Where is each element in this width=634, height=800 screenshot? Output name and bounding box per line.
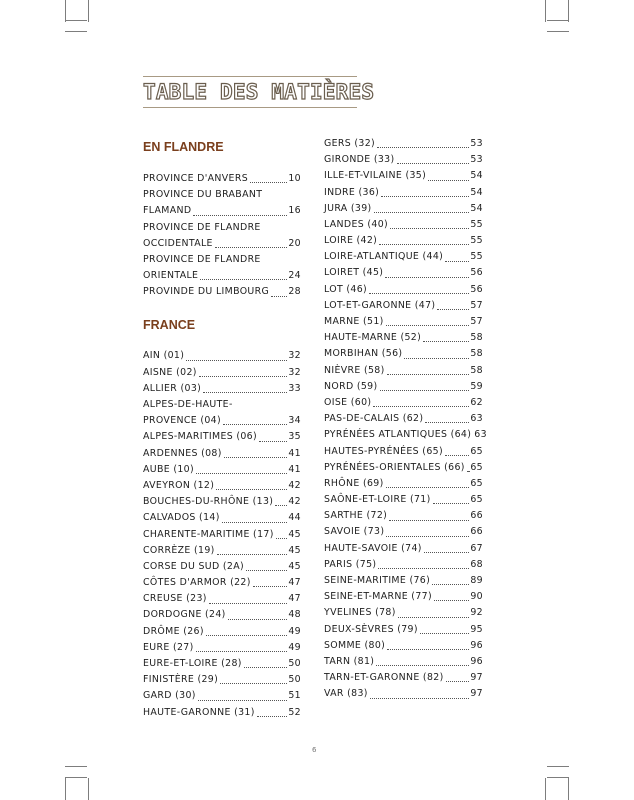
toc-entry[interactable]	[143, 656, 301, 672]
toc-entry-page: 58	[470, 332, 483, 344]
toc-entry-page: 89	[470, 575, 483, 587]
toc-entry-page: 48	[288, 609, 301, 621]
toc-entry[interactable]	[143, 688, 301, 704]
toc-leader-dots	[186, 360, 287, 361]
toc-entry-name: PAS-DE-CALAIS (62)	[324, 413, 424, 425]
toc-entry-name: GIRONDE (33)	[324, 154, 395, 166]
toc-entry-page: 57	[470, 316, 483, 328]
toc-entry-page: 54	[470, 202, 483, 214]
toc-entry-name: SOMME (80)	[324, 639, 386, 651]
toc-leader-dots	[446, 681, 470, 682]
toc-column-right	[324, 136, 487, 703]
toc-entry[interactable]	[324, 573, 483, 589]
toc-entry-name: FINISTÈRE (29)	[143, 674, 219, 686]
toc-entry-page: 52	[288, 706, 301, 718]
toc-leader-dots	[386, 487, 470, 488]
toc-entry-name: PROVINCE DE FLANDRE	[143, 253, 261, 265]
toc-entry[interactable]	[324, 282, 483, 298]
toc-entry-page: 24	[288, 270, 301, 282]
toc-entry-page: 95	[470, 623, 483, 635]
toc-entry[interactable]	[324, 654, 483, 670]
toc-leader-dots	[253, 586, 288, 587]
toc-leader-dots	[398, 617, 470, 618]
toc-entry[interactable]	[324, 330, 483, 346]
toc-entry-page: 55	[470, 251, 483, 263]
toc-entry-name: SARTHE (72)	[324, 510, 388, 522]
toc-entry-name: SAÔNE-ET-LOIRE (71)	[324, 494, 431, 506]
toc-leader-dots	[373, 406, 469, 407]
crop-mark	[568, 778, 569, 800]
toc-entry-page: 54	[470, 186, 483, 198]
toc-entry[interactable]	[143, 268, 301, 284]
toc-entry[interactable]	[143, 220, 301, 236]
toc-entry-name: ALPES-MARITIMES (06)	[143, 431, 258, 443]
toc-entry[interactable]	[324, 557, 483, 573]
toc-entry-name: CALVADOS (14)	[143, 512, 220, 524]
toc-entry[interactable]	[143, 510, 301, 526]
toc-entry-name: SEINE-ET-MARNE (77)	[324, 591, 432, 603]
toc-entry-name: CORSE DU SUD (2A)	[143, 560, 245, 572]
toc-entry[interactable]	[324, 363, 483, 379]
toc-leader-dots	[223, 424, 287, 425]
toc-entry-page: 51	[288, 690, 301, 702]
toc-entry-page: 66	[470, 526, 483, 538]
toc-leader-dots	[271, 296, 287, 297]
toc-entry[interactable]	[143, 397, 301, 413]
toc-leader-dots	[259, 441, 287, 442]
toc-leader-dots	[467, 471, 470, 472]
toc-entry[interactable]	[324, 379, 483, 395]
toc-entry-name: LOIRE (42)	[324, 235, 378, 247]
toc-entry-name: LOT (46)	[324, 283, 368, 295]
toc-entry-name: PROVENCE (04)	[143, 415, 221, 427]
toc-leader-dots	[437, 309, 469, 310]
toc-entry-name: CÔTES D'ARMOR (22)	[143, 577, 251, 589]
toc-leader-dots	[206, 635, 288, 636]
toc-entry[interactable]	[324, 233, 483, 249]
toc-entry-name: PROVINCE D'ANVERS	[143, 172, 248, 184]
toc-entry[interactable]	[324, 168, 483, 184]
toc-leader-dots	[215, 247, 288, 248]
toc-entry-name: MARNE (51)	[324, 316, 384, 328]
toc-leader-dots	[220, 683, 287, 684]
crop-mark	[65, 766, 87, 767]
toc-entry-name: ALLIER (03)	[143, 382, 202, 394]
toc-leader-dots	[434, 600, 469, 601]
toc-entry-name: LOT-ET-GARONNE (47)	[324, 299, 436, 311]
toc-entry-name: MORBIHAN (56)	[324, 348, 403, 360]
toc-leader-dots	[387, 649, 469, 650]
toc-leader-dots	[378, 568, 469, 569]
toc-entry-name: OCCIDENTALE	[143, 237, 213, 249]
crop-mark	[547, 20, 569, 21]
crop-mark	[545, 0, 546, 22]
toc-entry-page: 65	[470, 461, 483, 473]
page-title: TABLE DES MATIÈRES	[143, 80, 375, 104]
toc-entry-page: 33	[288, 382, 301, 394]
toc-leader-dots	[216, 489, 287, 490]
toc-entry-page: 57	[470, 299, 483, 311]
toc-entry-name: GARD (30)	[143, 690, 196, 702]
toc-entry[interactable]	[324, 638, 483, 654]
toc-entry-page: 32	[288, 350, 301, 362]
toc-entry-name: PARIS (75)	[324, 558, 377, 570]
toc-entry[interactable]	[143, 446, 301, 462]
toc-entry-name: AUBE (10)	[143, 463, 195, 475]
toc-leader-dots	[387, 374, 470, 375]
section-heading-flandre: EN FLANDRE	[143, 140, 224, 154]
toc-entry[interactable]	[143, 381, 301, 397]
toc-entry[interactable]	[324, 525, 483, 541]
toc-leader-dots	[200, 279, 287, 280]
toc-entry-name: ORIENTALE	[143, 270, 199, 282]
toc-entry-name: PYRÉNÉES ATLANTIQUES (64)	[324, 429, 472, 441]
toc-leader-dots	[381, 196, 469, 197]
toc-entry-name: OISE (60)	[324, 396, 372, 408]
toc-entry-page: 50	[288, 658, 301, 670]
toc-entry[interactable]	[143, 413, 301, 429]
toc-entry-page: 42	[288, 496, 301, 508]
toc-entry-name: CREUSE (23)	[143, 593, 207, 605]
toc-leader-dots	[390, 228, 469, 229]
toc-entry-name: EURE (27)	[143, 641, 194, 653]
toc-leader-dots	[199, 376, 288, 377]
toc-entry[interactable]	[143, 543, 301, 559]
toc-entry-name: VAR (83)	[324, 688, 368, 700]
toc-entry[interactable]	[143, 608, 301, 624]
toc-entry-name: YVELINES (78)	[324, 607, 396, 619]
toc-entry-page: 53	[470, 137, 483, 149]
crop-mark	[65, 0, 66, 22]
title-rule-bottom	[143, 107, 357, 108]
toc-entry-name: SAVOIE (73)	[324, 526, 385, 538]
toc-entry[interactable]	[143, 672, 301, 688]
toc-entry-name: PYRÉNÉES-ORIENTALES (66)	[324, 461, 465, 473]
crop-mark	[547, 777, 569, 778]
toc-leader-dots	[203, 392, 287, 393]
toc-leader-dots	[275, 505, 287, 506]
toc-entry-page: 47	[288, 577, 301, 589]
toc-entry-page: 59	[470, 380, 483, 392]
toc-entry-name: EURE-ET-LOIRE (28)	[143, 658, 242, 670]
toc-leader-dots	[389, 520, 469, 521]
toc-entry-name: LOIRE-ATLANTIQUE (44)	[324, 251, 444, 263]
toc-entry-name: HAUTE-GARONNE (31)	[143, 706, 255, 718]
crop-mark	[88, 778, 89, 800]
toc-leader-dots	[370, 698, 470, 699]
toc-entry[interactable]	[143, 640, 301, 656]
toc-leader-dots	[196, 473, 287, 474]
toc-leader-dots	[397, 163, 470, 164]
toc-entry-page: 96	[470, 655, 483, 667]
toc-entry[interactable]	[143, 187, 301, 203]
toc-entry-name: HAUTE-SAVOIE (74)	[324, 542, 422, 554]
toc-entry[interactable]	[143, 349, 301, 365]
crop-mark	[547, 766, 569, 767]
toc-entry[interactable]	[143, 624, 301, 640]
toc-entry-page: 49	[288, 641, 301, 653]
toc-entry[interactable]	[324, 670, 483, 686]
toc-entry[interactable]	[324, 217, 483, 233]
toc-leader-dots	[428, 180, 469, 181]
toc-entry-page: 67	[470, 542, 483, 554]
toc-entry-page: 49	[288, 625, 301, 637]
toc-entry-name: HAUTE-MARNE (52)	[324, 332, 422, 344]
toc-entry-page: 68	[470, 558, 483, 570]
toc-entry-page: 16	[288, 205, 301, 217]
toc-entry-page: 58	[470, 364, 483, 376]
toc-entry-page: 10	[288, 172, 301, 184]
toc-leader-dots	[380, 390, 470, 391]
toc-entry-page: 41	[288, 463, 301, 475]
toc-entry-page: 20	[288, 237, 301, 249]
toc-entry-name: NIÈVRE (58)	[324, 364, 385, 376]
toc-entry-page: 55	[470, 235, 483, 247]
toc-entry[interactable]	[324, 460, 483, 476]
toc-leader-dots	[433, 503, 470, 504]
toc-leader-dots	[379, 244, 469, 245]
crop-mark	[65, 778, 66, 800]
toc-entry[interactable]	[324, 541, 483, 557]
toc-entry-page: 41	[288, 447, 301, 459]
toc-leader-dots	[276, 538, 288, 539]
toc-entry-name: AIN (01)	[143, 350, 185, 362]
toc-entry-page: 45	[288, 528, 301, 540]
toc-entry[interactable]	[143, 559, 301, 575]
toc-entry-name: AVEYRON (12)	[143, 479, 215, 491]
toc-leader-dots	[386, 536, 469, 537]
toc-entry-page: 55	[470, 218, 483, 230]
toc-list-france-left	[143, 349, 301, 721]
toc-entry[interactable]	[324, 589, 483, 605]
toc-entry-name: NORD (59)	[324, 380, 378, 392]
toc-entry[interactable]	[324, 411, 483, 427]
crop-mark	[545, 778, 546, 800]
toc-leader-dots	[424, 552, 470, 553]
toc-entry-name: ARDENNES (08)	[143, 447, 222, 459]
toc-entry[interactable]	[324, 185, 483, 201]
toc-entry[interactable]	[324, 298, 483, 314]
toc-leader-dots	[196, 651, 288, 652]
toc-entry-name: AISNE (02)	[143, 366, 197, 378]
toc-entry[interactable]	[143, 591, 301, 607]
toc-entry-name: LANDES (40)	[324, 218, 389, 230]
toc-leader-dots	[376, 665, 469, 666]
toc-entry-page: 65	[470, 477, 483, 489]
toc-entry-name: PROVINDE DU LIMBOURG	[143, 286, 270, 298]
toc-leader-dots	[222, 522, 288, 523]
toc-leader-dots	[244, 667, 288, 668]
toc-entry-page: 58	[470, 348, 483, 360]
toc-leader-dots	[423, 341, 469, 342]
toc-entry-name: LOIRET (45)	[324, 267, 384, 279]
toc-entry-page: 45	[288, 544, 301, 556]
toc-entry-name: FLAMAND	[143, 205, 192, 217]
toc-entry-name: PROVINCE DU BRABANT	[143, 189, 263, 201]
toc-entry[interactable]	[324, 346, 483, 362]
toc-entry-page: 63	[474, 429, 487, 441]
toc-entry[interactable]	[143, 236, 301, 252]
toc-entry[interactable]	[324, 492, 483, 508]
toc-entry-page: 47	[288, 593, 301, 605]
toc-entry[interactable]	[324, 476, 483, 492]
toc-entry-name: INDRE (36)	[324, 186, 380, 198]
toc-entry[interactable]	[324, 314, 483, 330]
toc-leader-dots	[445, 261, 469, 262]
toc-entry-page: 97	[470, 672, 483, 684]
toc-entry[interactable]	[324, 605, 483, 621]
toc-leader-dots	[445, 455, 469, 456]
toc-entry-name: TARN (81)	[324, 655, 375, 667]
toc-list-france-right	[324, 136, 487, 703]
page-number: 6	[312, 746, 317, 754]
toc-entry-name: DORDOGNE (24)	[143, 609, 226, 621]
toc-entry[interactable]	[143, 203, 301, 219]
crop-mark	[88, 0, 89, 22]
toc-leader-dots	[386, 325, 470, 326]
toc-entry-page: 62	[470, 396, 483, 408]
toc-entry[interactable]	[324, 395, 483, 411]
toc-entry-name: DEUX-SÈVRES (79)	[324, 623, 418, 635]
toc-entry-page: 34	[288, 415, 301, 427]
crop-mark	[65, 777, 87, 778]
toc-entry-page: 32	[288, 366, 301, 378]
toc-entry-page: 90	[470, 591, 483, 603]
toc-entry-page: 42	[288, 479, 301, 491]
toc-entry-page: 56	[470, 283, 483, 295]
toc-entry[interactable]	[143, 462, 301, 478]
toc-entry-page: 66	[470, 510, 483, 522]
toc-entry-page: 54	[470, 170, 483, 182]
toc-entry[interactable]	[324, 136, 483, 152]
toc-entry-page: 65	[470, 445, 483, 457]
toc-leader-dots	[369, 293, 469, 294]
toc-list-flandre	[143, 171, 301, 301]
section-heading-france: FRANCE	[143, 317, 196, 332]
toc-leader-dots	[250, 182, 287, 183]
toc-entry-page: 28	[288, 286, 301, 298]
toc-entry[interactable]	[143, 494, 301, 510]
toc-entry[interactable]	[324, 249, 483, 265]
toc-entry[interactable]	[324, 508, 483, 524]
toc-entry[interactable]	[143, 284, 301, 300]
toc-entry-page: 63	[470, 413, 483, 425]
toc-entry-name: HAUTES-PYRÉNÉES (65)	[324, 445, 443, 457]
toc-entry-name: CORRÈZE (19)	[143, 544, 215, 556]
toc-entry[interactable]	[143, 252, 301, 268]
toc-leader-dots	[228, 619, 288, 620]
toc-entry-name: SEINE-MARITIME (76)	[324, 575, 431, 587]
toc-entry-name: JURA (39)	[324, 202, 372, 214]
toc-entry[interactable]	[324, 622, 483, 638]
toc-entry[interactable]	[324, 266, 483, 282]
toc-leader-dots	[404, 358, 469, 359]
toc-entry-page: 65	[470, 494, 483, 506]
toc-entry[interactable]	[143, 365, 301, 381]
toc-entry-page: 56	[470, 267, 483, 279]
toc-entry-name: RHÔNE (69)	[324, 477, 384, 489]
toc-entry-name: DRÔME (26)	[143, 625, 204, 637]
crop-mark	[65, 31, 87, 32]
toc-entry-name: GERS (32)	[324, 137, 376, 149]
toc-leader-dots	[374, 212, 470, 213]
toc-leader-dots	[257, 716, 288, 717]
toc-entry-name: ILLE-ET-VILAINE (35)	[324, 170, 427, 182]
toc-leader-dots	[377, 147, 469, 148]
toc-entry-page: 97	[470, 688, 483, 700]
toc-entry-name: BOUCHES-DU-RHÔNE (13)	[143, 496, 274, 508]
toc-leader-dots	[193, 215, 287, 216]
title-rule-top	[143, 76, 357, 77]
toc-entry-page: 35	[288, 431, 301, 443]
toc-entry-page: 50	[288, 674, 301, 686]
toc-entry[interactable]	[324, 686, 483, 702]
toc-entry[interactable]	[324, 427, 487, 443]
toc-entry-name: TARN-ET-GARONNE (82)	[324, 672, 444, 684]
toc-entry-name: ALPES-DE-HAUTE-	[143, 399, 233, 411]
toc-entry-page: 44	[288, 512, 301, 524]
toc-entry[interactable]	[143, 429, 301, 445]
toc-leader-dots	[198, 700, 288, 701]
toc-entry[interactable]	[324, 201, 483, 217]
toc-entry-name: CHARENTE-MARITIME (17)	[143, 528, 274, 540]
toc-entry-name: PROVINCE DE FLANDRE	[143, 221, 261, 233]
toc-entry-page: 92	[470, 607, 483, 619]
toc-entry[interactable]	[143, 171, 301, 187]
toc-leader-dots	[385, 277, 469, 278]
toc-entry[interactable]	[143, 705, 301, 721]
toc-entry[interactable]	[143, 478, 301, 494]
toc-entry[interactable]	[143, 527, 301, 543]
toc-entry-page: 45	[288, 560, 301, 572]
toc-leader-dots	[432, 584, 469, 585]
toc-column-left	[143, 136, 301, 721]
toc-leader-dots	[224, 457, 288, 458]
toc-leader-dots	[209, 603, 288, 604]
toc-leader-dots	[425, 422, 469, 423]
toc-entry[interactable]	[143, 575, 301, 591]
toc-leader-dots	[420, 633, 470, 634]
toc-leader-dots	[246, 570, 287, 571]
toc-entry[interactable]	[324, 152, 483, 168]
toc-leader-dots	[217, 554, 288, 555]
crop-mark	[65, 20, 87, 21]
toc-entry-page: 53	[470, 154, 483, 166]
toc-entry[interactable]	[324, 444, 483, 460]
crop-mark	[568, 0, 569, 22]
crop-mark	[547, 31, 569, 32]
toc-entry-page: 96	[470, 639, 483, 651]
